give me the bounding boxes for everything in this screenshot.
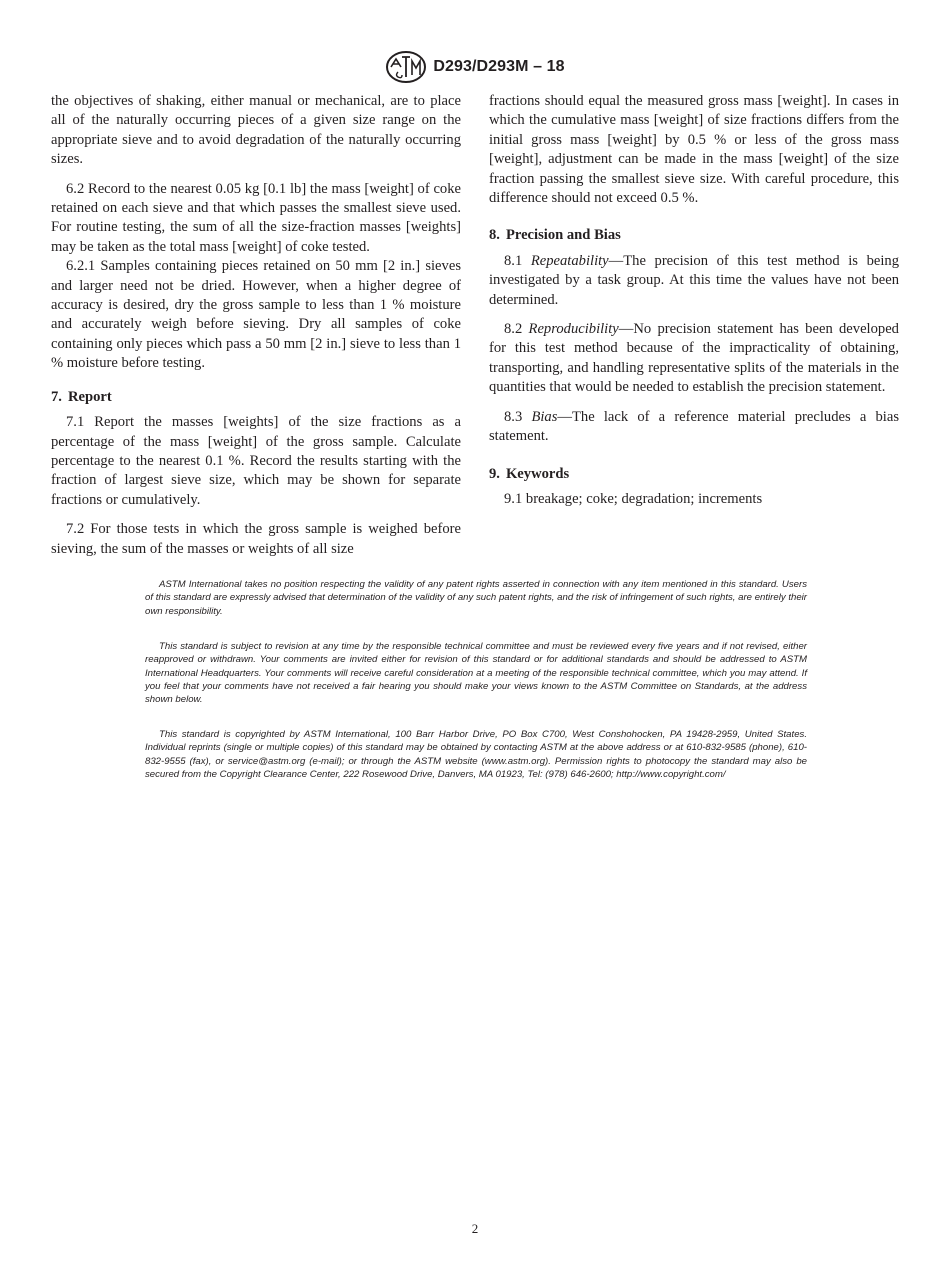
section-8-title: Precision and Bias (505, 227, 621, 244)
paragraph-8-2 (489, 320, 899, 398)
section-9-heading (489, 465, 899, 484)
paragraph-9-1: 9.1 breakage; coke; degradation; increments (504, 490, 763, 507)
paragraph-8-3 (489, 408, 899, 447)
astm-logo-icon (385, 50, 427, 84)
section-8-heading (489, 226, 899, 245)
page-header (0, 50, 950, 84)
section-7-number: 7. (51, 388, 62, 405)
paragraph-8-1-text: —The precision of this test method is being investigated by a task group. At this time the values have not been determined. (489, 252, 899, 308)
patent-notice: ASTM International takes no position respecting the validity of any patent rights asserted in connection with any item mentioned in this standard. Users of this standard are expressly advised that determination of the validity of any such patent rights, and the risk of infringement of such rights, are entirely their own responsibility. (145, 579, 807, 617)
paragraph-8-1 (489, 252, 899, 310)
section-7-heading (51, 388, 461, 407)
left-column (51, 92, 461, 559)
copyright-notice: This standard is copyrighted by ASTM International, 100 Barr Harbor Drive, PO Box C700, West Conshohocken, PA 19428-2959, United States. Individual reprints (single or multiple copies) of this standard may be obtained by contacting ASTM at the above address or at 610-832-9585 (phone), 610-832-9555 (fax), or service@astm.org (e-mail); or through the ASTM website (www.astm.org). Permission rights to photocopy the standard may also be secured from the Copyright Clearance Center, 222 Rosewood Drive, Danvers, MA 01923, Tel: (978) 646-2600; http://www.copyright.com/ (145, 729, 807, 780)
paragraph-7-2: 7.2 For those tests in which the gross sample is weighed before sieving, the sum of the masses or weights of all size (51, 521, 461, 557)
paragraph-continuation: the objectives of shaking, either manual or mechanical, are to place all of the naturally occurring pieces of a given size range on the appropriate sieve and to avoid degradation of the naturally occurring sizes. (51, 93, 461, 168)
section-7-title: Report (67, 388, 112, 405)
reproducibility-term: Reproducibility (528, 321, 619, 338)
paragraph-6-2-1: 6.2.1 Samples containing pieces retained on 50 mm [2 in.] sieves and larger need not be dried. However, when a higher degree of accuracy is desired, dry the gross sample to less than 1 % moisture and accurately weigh before sieving. Dry all samples of coke containing only pieces which pass a 50 mm [2 in.] sieve to less than 1 % moisture before testing. (51, 258, 461, 372)
right-column (489, 92, 899, 509)
standard-designation: D293/D293M – 18 (433, 58, 565, 75)
paragraph-continuation-right: fractions should equal the measured gross mass [weight]. In cases in which the cumulative mass [weight] of size fractions differs from the initial gross mass [weight] by 0.5 % or less of the gross mass [weight], adjustment can be made in the mass [weight] of the size fraction passing the smallest sieve size. With careful procedure, this difference should not exceed 0.5 %. (489, 93, 899, 207)
section-9-number: 9. (489, 465, 500, 482)
paragraph-6-2: 6.2 Record to the nearest 0.05 kg [0.1 lb] the mass [weight] of coke retained on each sieve and that which passes the smallest sieve used. For routine testing, the sum of all the size-fraction masses [weights] may be taken as the total mass [weight] of coke tested. (51, 180, 461, 255)
page-number: 2 (471, 1221, 479, 1236)
revision-notice: This standard is subject to revision at any time by the responsible technical committee and must be reviewed every five years and if not revised, either reapproved or withdrawn. Your comments are invited either for revision of this standard or for additional standards and should be addressed to ASTM International Headquarters. Your comments will receive careful consideration at a meeting of the responsible technical committee, which you may attend. If you feel that your comments have not received a fair hearing you should make your views known to the ASTM Committee on Standards, at the address shown below. (145, 641, 807, 706)
section-8-number: 8. (489, 227, 500, 244)
paragraph-8-2-text: —No precision statement has been developed for this test method because of the impracticality of obtaining, transporting, and handling representative splits of the materials in the quantities that would be needed to establish the precision statement. (489, 321, 899, 396)
repeatability-term: Repeatability (530, 252, 609, 269)
paragraph-8-3-number: 8.3 (504, 408, 523, 425)
paragraph-8-3-text: —The lack of a reference material precludes a bias statement. (489, 408, 899, 445)
bias-term: Bias (531, 408, 558, 425)
section-9-title: Keywords (505, 465, 570, 482)
paragraph-8-2-number: 8.2 (504, 321, 523, 338)
paragraph-8-1-number: 8.1 (504, 252, 523, 269)
paragraph-7-1: 7.1 Report the masses [weights] of the size fractions as a percentage of the mass [weight] of the gross sample. Calculate percentage to the nearest 0.1 %. Record the results starting with the fraction of largest sieve size, which may be shown for separate fractions or cumulatively. (51, 414, 461, 508)
